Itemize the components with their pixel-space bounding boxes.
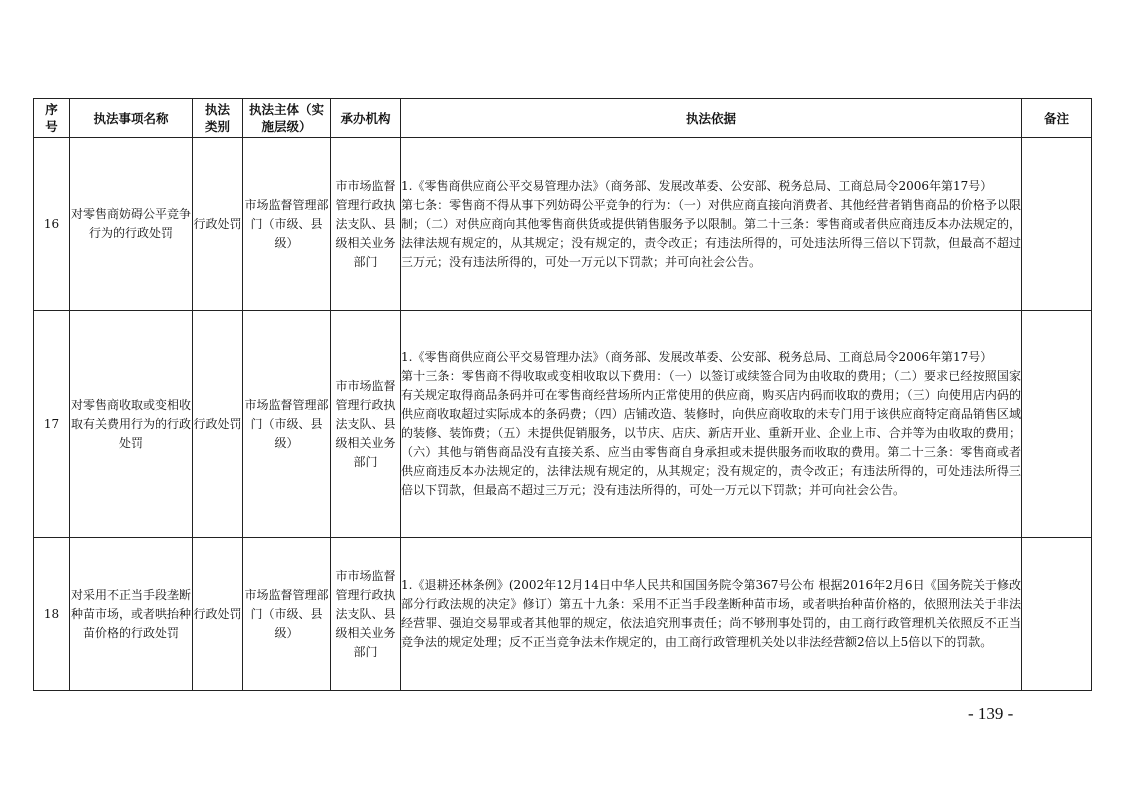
header-num: 序号 [34,99,70,138]
header-category: 执法类别 [193,99,243,138]
row-num: 17 [34,311,70,538]
row-subject: 市场监督管理部门（市级、县级） [243,538,331,691]
header-subject: 执法主体（实施层级） [243,99,331,138]
table-row [34,538,1092,691]
basis-text: 第七条：零售商不得从事下列妨碍公平竞争的行为：（一）对供应商直接向消费者、其他经营者销售商品的价格予以限制；（二）对供应商向其他零售商供货或提供销售服务予以限制。第二十三条：零售商或者供应商违反本办法规定的，法律法规有规定的，从其规定；没有规定的，责令改正；有违法所得的，可处违法所得三倍以下罚款，但最高不超过三万元；没有违法所得的，可处一万元以下罚款；并可向社会公告。 [401,197,1021,269]
row-num: 16 [34,138,70,311]
row-note [1022,138,1092,311]
row-subject: 市场监督管理部门（市级、县级） [243,138,331,311]
row-note [1022,538,1092,691]
row-item-name: 对零售商妨碍公平竞争行为的行政处罚 [70,138,193,311]
header-org: 承办机构 [331,99,401,138]
header-basis: 执法依据 [401,99,1022,138]
basis-text: 1.《退耕还林条例》(2002年12月14日中华人民共和国国务院令第367号公布 根据2016年2月6日《国务院关于修改部分行政法规的决定》修订）第五十九条：采用不正当手段垄断种苗市场，或者哄抬种苗价格的，依照刑法关于非法经营罪、强迫交易罪或者其他罪的规定，依法追究刑事责任；尚不够刑事处罚的，由工商行政管理机关依照反不正当竞争法的规定处理；反不正当竞争法未作规定的，由工商行政管理机关处以非法经营额2倍以上5倍以下的罚款。 [401,578,1021,649]
row-item-name: 对采用不正当手段垄断种苗市场，或者哄抬种苗价格的行政处罚 [70,538,193,691]
basis-citation: 1.《零售商供应商公平交易管理办法》（商务部、发展改革委、公安部、税务总局、工商总局令2006年第17号） [401,350,993,364]
row-category: 行政处罚 [193,538,243,691]
row-num: 18 [34,538,70,691]
row-category: 行政处罚 [193,138,243,311]
row-org: 市市场监督管理行政执法支队、县级相关业务部门 [331,138,401,311]
table-row [34,138,1092,311]
basis-citation: 1.《零售商供应商公平交易管理办法》（商务部、发展改革委、公安部、税务总局、工商总局令2006年第17号） [401,178,993,193]
row-basis [401,311,1022,538]
row-basis [401,138,1022,311]
row-item-name: 对零售商收取或变相收取有关费用行为的行政处罚 [70,311,193,538]
page-number: - 139 - [968,704,1014,723]
table-row [34,311,1092,538]
enforcement-items-table [33,98,1092,691]
header-note: 备注 [1022,99,1092,138]
header-name: 执法事项名称 [70,99,193,138]
row-note [1022,311,1092,538]
row-subject: 市场监督管理部门（市级、县级） [243,311,331,538]
table-header-row [34,99,1092,138]
row-basis [401,538,1022,691]
basis-text: 第十三条：零售商不得收取或变相收取以下费用：（一）以签订或续签合同为由收取的费用；（二）要求已经按照国家有关规定取得商品条码并可在零售商经营场所内正常使用的供应商，购买店内码而收取的费用；（三）向使用店内码的供应商收取超过实际成本的条码费；（四）店铺改造、装修时，向供应商收取的未专门用于该供应商特定商品销售区域的装修、装饰费；（五）未提供促销服务，以节庆、店庆、新店开业、重新开业、企业上市、合并等为由收取的费用；（六）其他与销售商品没有直接关系、应当由零售商自身承担或未提供服务而收取的费用。第二十三条：零售商或者供应商违反本办法规定的，法律法规有规定的，从其规定；没有规定的，责令改正；有违法所得的，可处违法所得三倍以下罚款，但最高不超过三万元；没有违法所得的，可处一万元以下罚款；并可向社会公告。 [401,369,1021,497]
row-category: 行政处罚 [193,311,243,538]
row-org: 市市场监督管理行政执法支队、县级相关业务部门 [331,538,401,691]
row-org: 市市场监督管理行政执法支队、县级相关业务部门 [331,311,401,538]
